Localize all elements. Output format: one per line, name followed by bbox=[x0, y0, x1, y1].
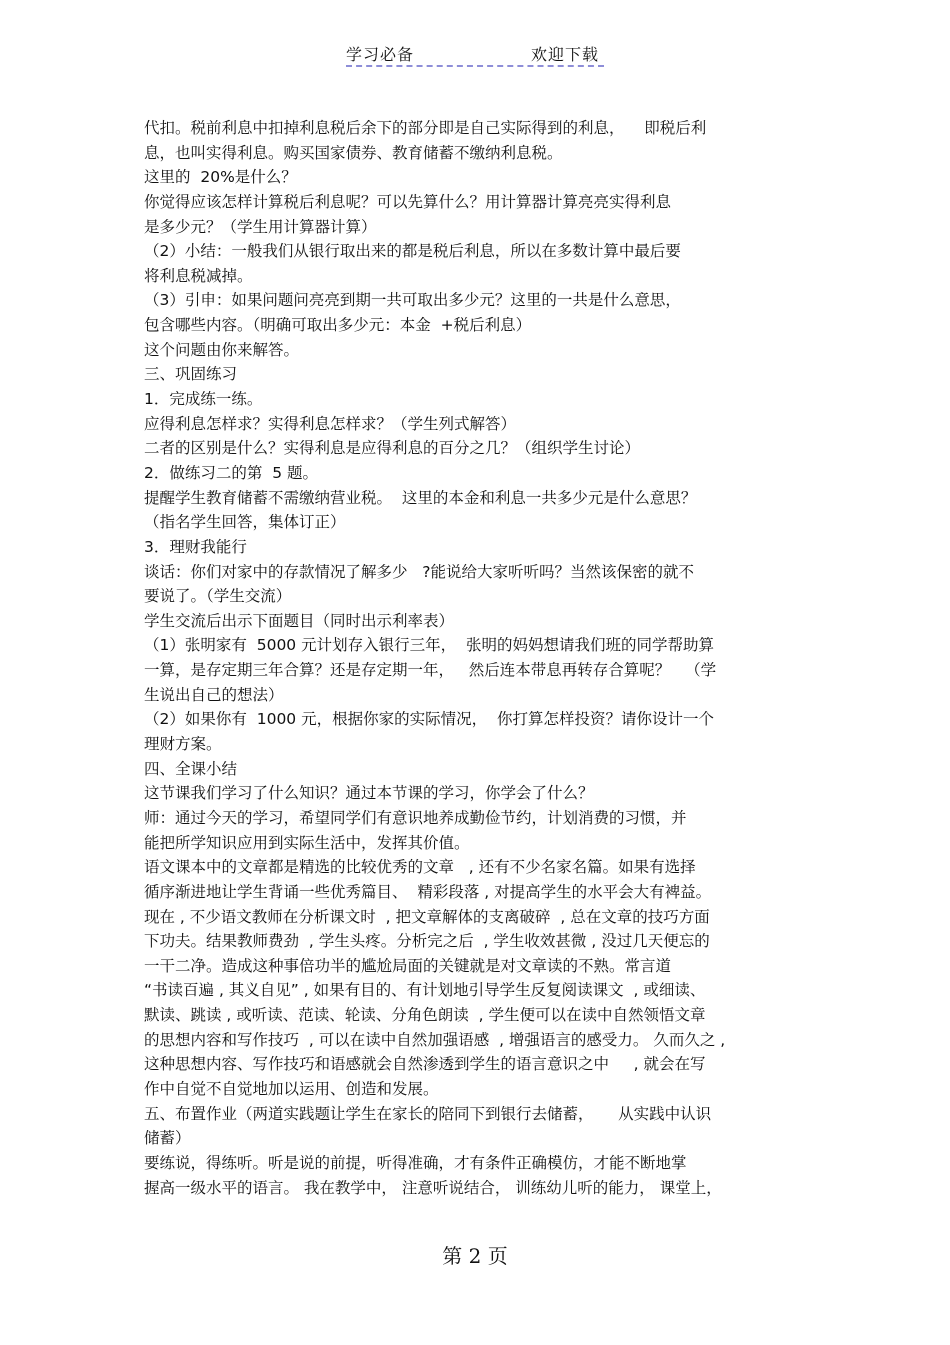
text-line: 下功夫。结果教师费劲 , 学生头疼。分析完之后 , 学生收效甚微 , 没过几天便忘的 bbox=[144, 932, 710, 951]
text-line: 握高一级水平的语言。 我在教学中， 注意听说结合， 训练幼儿听的能力， 课堂上， bbox=[144, 1178, 722, 1197]
text-line: 一干二净。造成这种事倍功半的尴尬局面的关键就是对文章读的不熟。常言道 bbox=[144, 956, 672, 975]
text-line: 将利息税减掉。 bbox=[144, 266, 253, 285]
header-left-text: 学习必备 bbox=[346, 45, 415, 64]
text-line: 储蓄） bbox=[144, 1129, 191, 1148]
text-line: （3）引申：如果问题问亮亮到期一共可取出多少元？这里的一共是什么意思， bbox=[144, 291, 681, 310]
text-line: 1．完成练一练。 bbox=[144, 390, 263, 409]
text-line: 三、巩固练习 bbox=[144, 365, 238, 384]
text-line: 是多少元？（学生用计算器计算） bbox=[144, 217, 377, 236]
text-line: 你觉得应该怎样计算税后利息呢？可以先算什么？用计算器计算亮亮实得利息 bbox=[144, 192, 672, 211]
text-line: 作中自觉不自觉地加以运用、创造和发展。 bbox=[144, 1079, 439, 1098]
text-line: 2．做练习二的第 5 题。 bbox=[144, 463, 319, 482]
text-line: 这个问题由你来解答。 bbox=[144, 340, 300, 359]
text-line: 这节课我们学习了什么知识？通过本节课的学习，你学会了什么？ bbox=[144, 784, 594, 803]
text-line: 循序渐进地让学生背诵一些优秀篇目、 精彩段落 , 对提高学生的水平会大有裨益。 bbox=[144, 882, 712, 901]
page-header bbox=[0, 40, 950, 68]
page-number: 第 2 页 bbox=[442, 1244, 508, 1268]
text-line: “书读百遍 , 其义自见” , 如果有目的、有计划地引导学生反复阅读课文 , 或细读、 bbox=[144, 981, 706, 1000]
text-line: 要说了。（学生交流） bbox=[144, 587, 292, 606]
text-line: 语文课本中的文章都是精选的比较优秀的文章 , 还有不少名家名篇。如果有选择 bbox=[144, 858, 696, 877]
text-line: 五、布置作业（两道实践题让学生在家长的陪同下到银行去储蓄， 从实践中认识 bbox=[144, 1104, 712, 1123]
text-line: 包含哪些内容。（明确可取出多少元：本金 +税后利息） bbox=[144, 316, 532, 335]
text-line: （1）张明家有 5000 元计划存入银行三年， 张明的妈妈想请我们班的同学帮助算 bbox=[144, 636, 714, 655]
text-line: （2）小结：一般我们从银行取出来的都是税后利息，所以在多数计算中最后要 bbox=[144, 242, 681, 261]
text-line: 3．理财我能行 bbox=[144, 537, 247, 556]
header-dashed-rule bbox=[346, 65, 604, 67]
text-line: 要练说，得练听。听是说的前提，听得准确，才有条件正确模仿，才能不断地掌 bbox=[144, 1153, 687, 1172]
text-line: 能把所学知识应用到实际生活中，发挥其价值。 bbox=[144, 833, 470, 852]
text-line: 师：通过今天的学习，希望同学们有意识地养成勤俭节约，计划消费的习惯，并 bbox=[144, 808, 687, 827]
text-line: 一算，是存定期三年合算？还是存定期一年， 然后连本带息再转存合算呢？ （学 bbox=[144, 661, 717, 680]
text-line: 学生交流后出示下面题目（同时出示利率表） bbox=[144, 611, 455, 630]
text-line: 应得利息怎样求？实得利息怎样求？（学生列式解答） bbox=[144, 414, 517, 433]
header-right-text: 欢迎下载 bbox=[531, 45, 600, 64]
text-line: 这里的 20%是什么？ bbox=[144, 168, 297, 187]
text-line: （2）如果你有 1000 元，根据你家的实际情况， 你打算怎样投资？请你设计一个 bbox=[144, 710, 714, 729]
text-line: 提醒学生教育储蓄不需缴纳营业税。 这里的本金和利息一共多少元是什么意思？ bbox=[144, 488, 697, 507]
text-line: （指名学生回答，集体订正） bbox=[144, 513, 346, 532]
text-line: 四、全课小结 bbox=[144, 759, 238, 778]
text-line: 默读、跳读 , 或听读、范读、轮读、分角色朗读 , 学生便可以在读中自然领悟文章 bbox=[144, 1006, 706, 1025]
text-line: 的思想内容和写作技巧 , 可以在读中自然加强语感 , 增强语言的感受力。 久而久之 , bbox=[144, 1030, 726, 1049]
text-line: 现在 , 不少语文教师在分析课文时 , 把文章解体的支离破碎 , 总在文章的技巧方面 bbox=[144, 907, 710, 926]
text-line: 这种思想内容、写作技巧和语感就会自然渗透到学生的语言意识之中 , 就会在写 bbox=[144, 1055, 706, 1074]
text-line: 生说出自己的想法） bbox=[144, 685, 284, 704]
text-line: 谈话：你们对家中的存款情况了解多少 ?能说给大家听听吗？当然该保密的就不 bbox=[144, 562, 695, 581]
document-body bbox=[144, 116, 824, 1200]
text-line: 二者的区别是什么？实得利息是应得利息的百分之几？（组织学生讨论） bbox=[144, 439, 641, 458]
text-line: 息，也叫实得利息。购买国家债券、教育储蓄不缴纳利息税。 bbox=[144, 143, 563, 162]
text-line: 代扣。税前利息中扣掉利息税后余下的部分即是自己实际得到的利息， 即税后利 bbox=[144, 119, 707, 137]
text-line: 理财方案。 bbox=[144, 735, 222, 754]
